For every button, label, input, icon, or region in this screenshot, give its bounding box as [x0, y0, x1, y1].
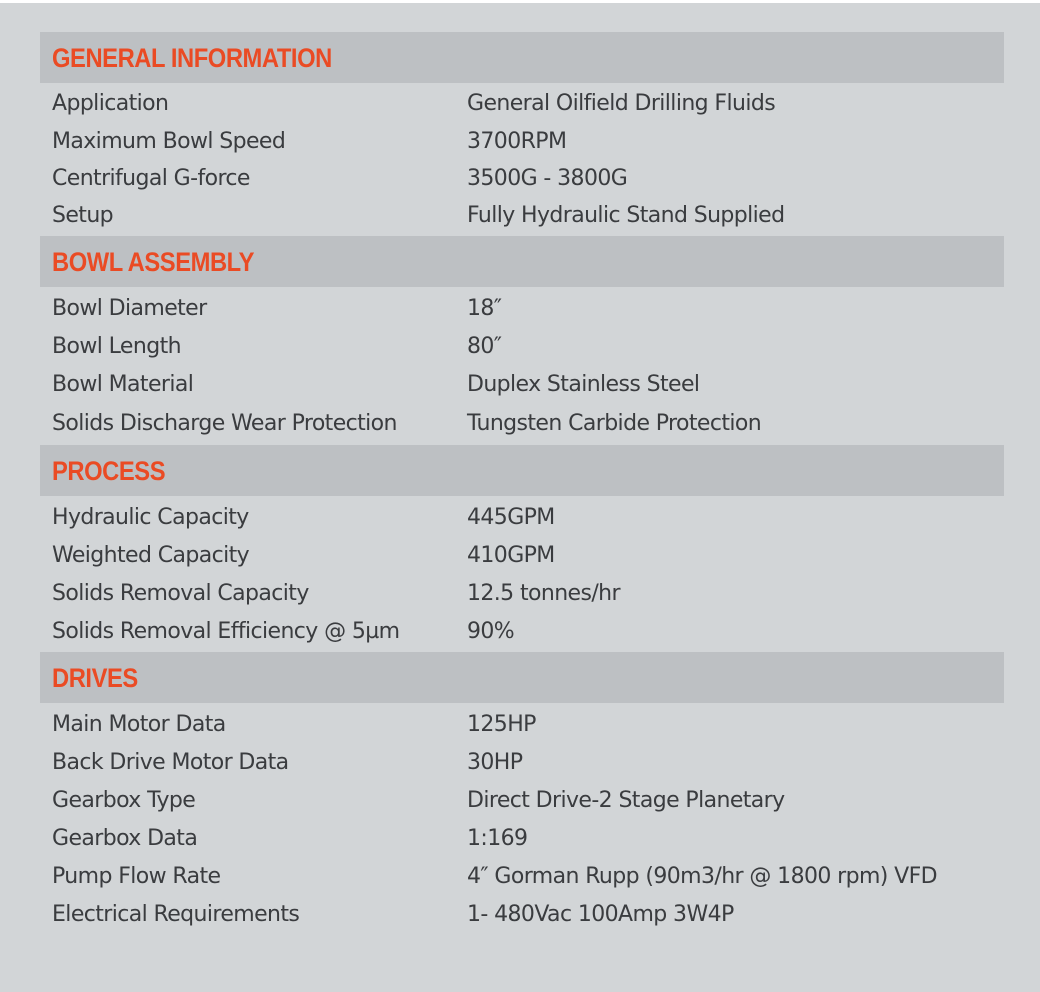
spec-label: Solids Discharge Wear Protection	[52, 410, 397, 436]
spec-label: Application	[52, 91, 169, 116]
section-rows	[40, 83, 1004, 236]
spec-value: 3500G - 3800G	[467, 166, 628, 191]
spec-value: 1- 480Vac 100Amp 3W4P	[467, 901, 734, 927]
spec-label: Main Motor Data	[52, 711, 226, 737]
spec-row	[40, 612, 1004, 650]
spec-value: Fully Hydraulic Stand Supplied	[467, 203, 785, 228]
spec-label: Solids Removal Efficiency @ 5µm	[52, 618, 400, 644]
spec-row	[40, 122, 1004, 160]
spec-row	[40, 536, 1004, 574]
spec-row	[40, 857, 1004, 895]
spec-value: 90%	[467, 618, 515, 644]
spec-value: Direct Drive-2 Stage Planetary	[467, 787, 785, 813]
section-header	[40, 445, 1004, 496]
spec-row	[40, 403, 1004, 443]
spec-value: General Oilfield Drilling Fluids	[467, 91, 776, 116]
spec-value: 30HP	[467, 749, 523, 775]
spec-table	[40, 32, 1004, 935]
spec-value: 80″	[467, 333, 502, 359]
spec-row	[40, 197, 1004, 234]
section-title: GENERAL INFORMATION	[52, 43, 332, 73]
spec-row	[40, 895, 1004, 933]
spec-value: 4″ Gorman Rupp (90m3/hr @ 1800 rpm) VFD	[467, 863, 938, 889]
spec-value: 125HP	[467, 711, 536, 737]
section-title: DRIVES	[52, 663, 138, 693]
spec-label: Weighted Capacity	[52, 542, 250, 568]
section-drives	[40, 652, 1004, 935]
spec-row	[40, 85, 1004, 122]
spec-label: Solids Removal Capacity	[52, 580, 309, 606]
spec-row	[40, 327, 1004, 365]
section-header	[40, 32, 1004, 83]
spec-label: Centrifugal G-force	[52, 166, 250, 191]
spec-label: Gearbox Data	[52, 825, 198, 851]
spec-label: Gearbox Type	[52, 787, 196, 813]
spec-label: Back Drive Motor Data	[52, 749, 289, 775]
spec-row	[40, 365, 1004, 403]
spec-label: Maximum Bowl Speed	[52, 128, 286, 154]
spec-label: Bowl Material	[52, 371, 194, 397]
section-title: BOWL ASSEMBLY	[52, 247, 254, 277]
spec-value: Tungsten Carbide Protection	[467, 410, 762, 436]
spec-value: 410GPM	[467, 542, 555, 568]
spec-row	[40, 781, 1004, 819]
spec-value: 18″	[467, 295, 502, 321]
spec-row	[40, 498, 1004, 536]
spec-row	[40, 819, 1004, 857]
spec-row	[40, 160, 1004, 197]
section-title: PROCESS	[52, 456, 166, 486]
spec-row	[40, 574, 1004, 612]
spec-label: Pump Flow Rate	[52, 863, 221, 889]
spec-value: 445GPM	[467, 504, 555, 530]
spec-value: Duplex Stainless Steel	[467, 371, 700, 397]
spec-row	[40, 705, 1004, 743]
section-header	[40, 236, 1004, 287]
spec-label: Setup	[52, 203, 114, 228]
spec-label: Electrical Requirements	[52, 901, 300, 927]
section-header	[40, 652, 1004, 703]
spec-row	[40, 743, 1004, 781]
spec-value: 3700RPM	[467, 128, 567, 154]
spec-label: Hydraulic Capacity	[52, 504, 249, 530]
section-bowl-assembly	[40, 236, 1004, 445]
spec-sheet-panel	[0, 3, 1040, 992]
spec-label: Bowl Length	[52, 333, 181, 359]
spec-value: 1:169	[467, 825, 528, 851]
section-rows	[40, 287, 1004, 445]
section-rows	[40, 703, 1004, 935]
spec-label: Bowl Diameter	[52, 295, 207, 321]
section-general-information	[40, 32, 1004, 236]
section-process	[40, 445, 1004, 652]
spec-row	[40, 289, 1004, 327]
section-rows	[40, 496, 1004, 652]
spec-value: 12.5 tonnes/hr	[467, 580, 620, 606]
